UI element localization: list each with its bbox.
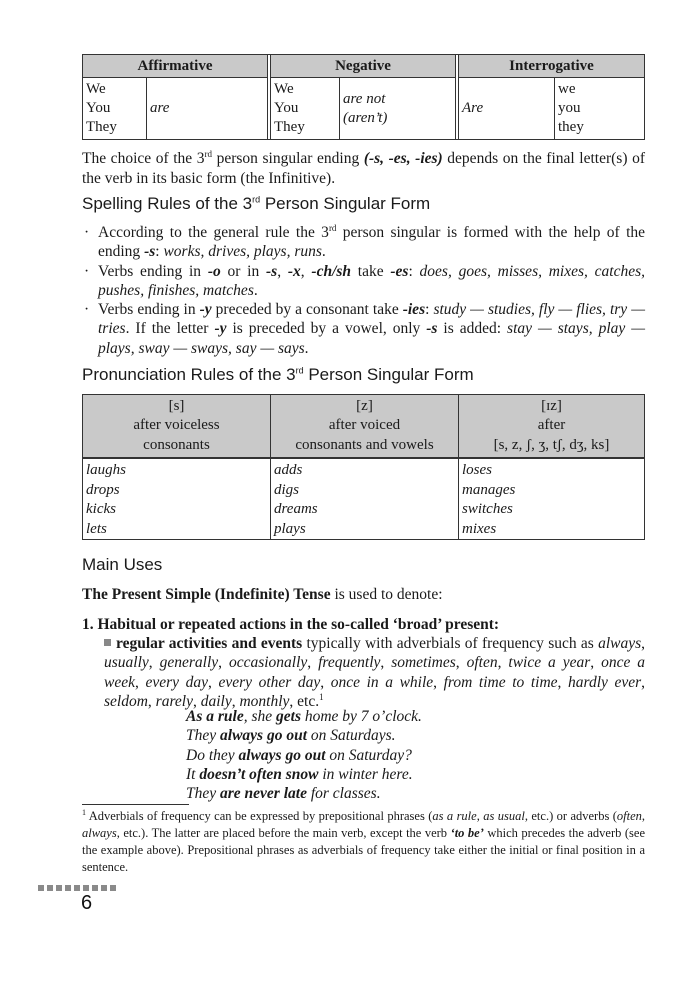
negative-group [267,55,455,139]
spelling-rules-list [82,223,645,358]
pronoun: they [558,119,584,135]
pronoun: We [274,81,294,97]
example-sentence: It doesn’t often snow in winter here. [186,765,413,783]
examples-z: adds digs dreams plays [271,458,459,540]
pronoun: We [86,81,106,97]
header-iz: [ɪz] after [s, z, ʃ, ʒ, tʃ, dʒ, ks] [459,395,645,459]
pronoun: we [558,81,576,97]
interrogative-group [455,55,644,139]
header-z: [z] after voiced consonants and vowels [271,395,459,459]
example-sentence: They are never late for classes. [186,785,381,803]
header-s: [s] after voiceless consonants [83,395,271,459]
example-sentences [186,707,422,803]
pronoun: You [274,100,299,116]
verb-form: are [150,100,170,116]
spelling-rule: · Verbs ending in -o or in -s, -x, -ch/sh take -es: does, goes, misses, mixes, catches, pushes, finishes, matches. [84,262,646,299]
verb-form: are not [343,90,386,107]
affirmative-group [83,55,267,139]
spelling-rule: · Verbs ending in -y preceded by a consonant take -ies: study — studies, fly — flies, try — tries. If the letter -y is preceded by a vowel, only -s is added: stay — stays, play — plays, sway — sways, say — says. [84,301,646,357]
example-sentence: Do they always go out on Saturday? [186,746,412,764]
examples-iz: loses manages switches mixes [459,458,645,540]
interrogative-header: Interrogative [459,55,644,78]
main-uses-intro: The Present Simple (Indefinite) Tense is used to denote: [82,586,443,603]
use-subitem-regular-activities: regular activities and events typically with adverbials of frequency such as always, usually, generally, occasionally, frequently, sometimes, often, twice a year, once a week, every day, every other day, once in a while, from time to time, hardly ever, seldom, rarely, daily, monthly, etc.$^1$ [104,635,646,710]
affirmative-verb [146,78,267,139]
pronoun: They [86,119,117,135]
negative-verb [339,78,455,139]
intro-paragraph: The choice of the 3rd person singular ending (-s, -es, -ies) depends on the final letter(s) of the verb in its basic form (the Infinitive). [82,148,645,187]
examples-s: laughs drops kicks lets [83,458,271,540]
square-bullet-icon [104,639,111,646]
main-uses-heading: Main Uses [82,555,163,574]
footnote-reference: 1 [319,691,324,702]
pronunciation-table [82,394,645,540]
use-item-1: 1. Habitual or repeated actions in the so-called ‘broad’ present: [82,616,500,633]
endings-list: (-s, -es, -ies) [363,150,443,167]
pronoun: They [274,119,305,135]
footnote-divider [82,804,189,805]
footnote: $^1$ Adverbials of frequency can be expressed by prepositional phrases (as a rule, as usual, etc.) or adverbs (often, always, etc.). The latter are placed before the main verb, except the verb ‘to be’ which precedes the adverb (see the example above). Prepositional phrases as adverbials of frequency take either the initial or final position in a sentence. [82,807,646,874]
affirmative-header: Affirmative [83,55,267,78]
decorative-dots-icon [38,885,116,891]
spelling-rule: · According to the general rule the 3rd person singular is formed with the help of the ending -s: works, drives, plays, runs. [84,222,645,261]
page-footer [38,885,116,915]
interrogative-verb [459,78,554,139]
pronoun: you [558,100,581,116]
example-sentence: They always go out on Saturdays. [186,727,396,745]
page-number: 6 [81,892,93,914]
pronoun: You [86,100,111,116]
affirmative-pronouns [83,78,146,139]
example-sentence: As a rule, she gets home by 7 o’clock. [186,708,422,725]
negative-header: Negative [271,55,455,78]
interrogative-pronouns [554,78,644,139]
verb-contraction: (aren’t) [343,109,388,126]
negative-pronouns [271,78,339,139]
verb-form: Are [462,100,484,116]
pronunciation-rules-heading: Pronunciation Rules of the 3rd Person Singular Form [82,365,474,384]
spelling-rules-heading: Spelling Rules of the 3rd Person Singular Form [82,194,431,213]
be-conjugation-table [82,54,645,140]
